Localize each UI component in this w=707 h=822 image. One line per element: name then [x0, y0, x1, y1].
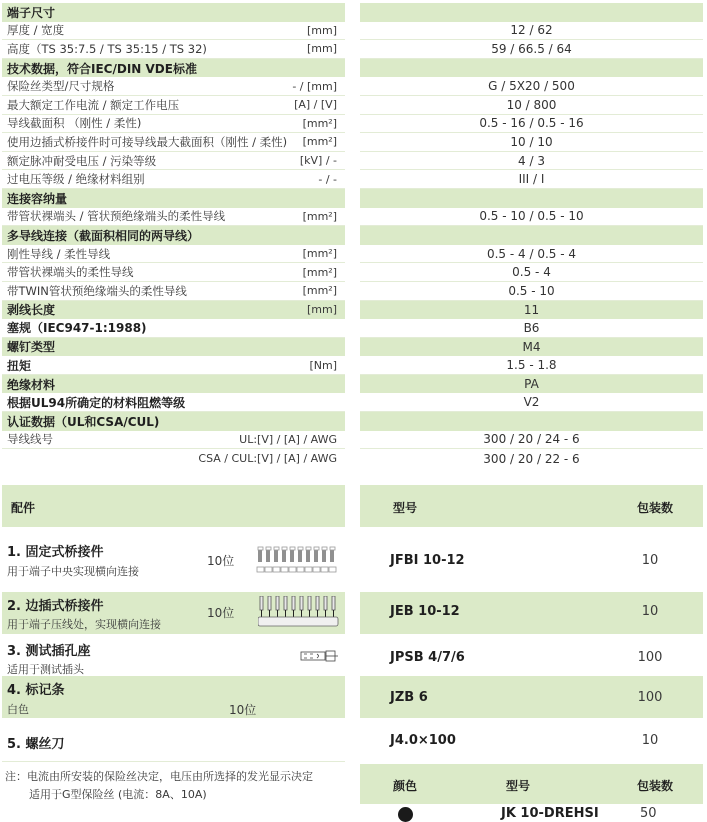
spec-value: [360, 3, 703, 22]
order-row: [360, 527, 703, 592]
accessory-row-fixed-bridge: [2, 527, 345, 592]
spec-unit: [mm²]: [302, 116, 337, 130]
spec-value: 0.5 - 4: [360, 263, 703, 282]
spec-row-label: [2, 282, 345, 301]
spec-label: 使用边插式桥接件时可接导线最大截面积（刚性 / 柔性): [7, 134, 288, 149]
accessory-subtitle: 适用于测试插头: [7, 663, 84, 676]
color-table-row: [360, 804, 703, 822]
spec-label: 螺钉类型: [7, 340, 56, 355]
spec-row-label: [2, 245, 345, 264]
test-socket-icon: [300, 650, 340, 662]
spec-row-label: [2, 208, 345, 227]
accessory-title: 3. 测试插孔座: [7, 644, 91, 659]
spec-unit: [mm²]: [302, 284, 337, 298]
spec-section-header: [2, 338, 345, 357]
accessories-header-label: 配件: [11, 501, 36, 515]
spec-label: 额定脉冲耐受电压 / 污染等级: [7, 153, 157, 168]
accessory-subtitle: 用于端子压线处，实现横向连接: [7, 618, 161, 631]
spec-value: 0.5 - 4 / 0.5 - 4: [360, 245, 703, 264]
spec-section-header: [2, 301, 345, 320]
spec-label: 带管状裸端头的柔性导线: [7, 265, 134, 280]
spec-row-label: [2, 170, 345, 189]
order-row: [360, 592, 703, 634]
spec-table-labels: [2, 3, 345, 468]
spec-row-label: [2, 152, 345, 171]
spec-label: 带TWIN管状预绝缘端头的柔性导线: [7, 283, 187, 298]
spec-unit: [mm²]: [302, 247, 337, 261]
spec-value: G / 5X20 / 500: [360, 77, 703, 96]
spec-value: PA: [360, 375, 703, 394]
order-row: [360, 718, 703, 764]
order-pack: 10: [641, 604, 659, 619]
order-row: [360, 634, 703, 676]
order-model: JZB 6: [390, 690, 428, 705]
order-model: JFBI 10-12: [390, 553, 465, 568]
spec-unit: [A] / [V]: [294, 98, 337, 112]
ordering-header-pack: 包装数: [637, 501, 674, 515]
spec-value: 0.5 - 10 / 0.5 - 10: [360, 208, 703, 227]
accessory-qty: 10位: [207, 606, 235, 620]
accessory-title: 1. 固定式桥接件: [7, 545, 104, 560]
spec-unit: [kV] / -: [299, 154, 337, 168]
color-table-header: [360, 764, 703, 804]
spec-label: 塞规（IEC947-1:1988): [7, 321, 147, 336]
spec-unit: UL:[V] / [A] / AWG: [239, 432, 337, 446]
spec-label: 技术数据，符合IEC/DIN VDE标准: [7, 61, 197, 76]
fixed-bridge-icon: [256, 546, 344, 574]
spec-label: 连接容纳量: [7, 191, 68, 206]
spec-row-label: [2, 40, 345, 59]
spec-value: V2: [360, 393, 703, 412]
spec-row-label: [2, 77, 345, 96]
spec-unit: [mm²]: [302, 265, 337, 279]
spec-unit: [mm²]: [302, 209, 337, 223]
spec-section-header: [2, 412, 345, 431]
spec-row-label: [2, 319, 345, 338]
spec-label: 多导线连接（截面积相同的两导线）: [7, 228, 200, 243]
spec-row-label: [2, 96, 345, 115]
spec-value: [360, 226, 703, 245]
spec-unit: [mm]: [306, 23, 337, 37]
spec-row-label: [2, 22, 345, 41]
color-row-pack: 50: [640, 806, 657, 821]
spec-label: 扭矩: [7, 358, 32, 373]
spec-unit: - / -: [318, 172, 337, 186]
spec-row-label: [2, 115, 345, 134]
accessory-title: 2. 边插式桥接件: [7, 599, 104, 614]
spec-value: 300 / 20 / 22 - 6: [483, 451, 580, 466]
footnote: [5, 768, 313, 804]
accessories-header: [2, 485, 345, 527]
spec-section-header: [2, 226, 345, 245]
spec-row-label: [2, 356, 345, 375]
spec-label: 厚度 / 宽度: [7, 23, 65, 38]
spec-row-label: [2, 393, 345, 412]
spec-label: 绝缘材料: [7, 377, 56, 392]
spec-label: 刚性导线 / 柔性导线: [7, 246, 111, 261]
order-row: [360, 676, 703, 718]
spec-section-header: [2, 375, 345, 394]
footnote-line-2: 适用于G型保险丝 (电流：8A、10A): [29, 788, 207, 801]
order-model: JEB 10-12: [390, 604, 460, 619]
order-pack: 10: [641, 553, 659, 568]
spec-value: [360, 59, 703, 78]
spec-label: 根据UL94所确定的材料阻燃等级: [7, 395, 186, 410]
spec-value: 10 / 800: [360, 96, 703, 115]
spec-value: M4: [360, 338, 703, 357]
spec-value: [360, 412, 703, 431]
accessory-qty: 10位: [207, 554, 235, 568]
order-pack: 100: [637, 690, 663, 705]
color-swatch-black: [398, 807, 413, 822]
spec-value: B6: [360, 319, 703, 338]
accessory-title: 5. 螺丝刀: [7, 737, 65, 752]
order-model: J4.0×100: [390, 733, 456, 748]
spec-label: 导线截面积 （刚性 / 柔性): [7, 116, 142, 131]
accessory-row-edge-bridge: [2, 592, 345, 634]
spec-value: 1.5 - 1.8: [360, 356, 703, 375]
note-divider: [2, 761, 345, 762]
spec-unit: - / [mm]: [292, 79, 337, 93]
ordering-header: [360, 485, 703, 527]
spec-row-label: [2, 449, 345, 468]
color-header-color: 颜色: [393, 779, 418, 793]
spec-unit: [mm]: [306, 303, 337, 317]
color-header-model: 型号: [506, 779, 531, 793]
accessory-qty: 10位: [229, 703, 257, 717]
accessory-row-marker-strip: [2, 676, 345, 718]
spec-value: 300 / 20 / 24 - 6: [360, 431, 703, 450]
ordering-header-model: 型号: [393, 501, 418, 515]
order-pack: 100: [637, 650, 663, 665]
spec-label: 保险丝类型/尺寸规格: [7, 79, 115, 94]
color-header-pack: 包装数: [637, 779, 674, 793]
edge-bridge-icon: [258, 596, 342, 630]
spec-section-header: [2, 59, 345, 78]
spec-value: 4 / 3: [360, 152, 703, 171]
accessory-title: 4. 标记条: [7, 683, 65, 698]
spec-label: 端子尺寸: [7, 5, 56, 20]
spec-label: 最大额定工作电流 / 额定工作电压: [7, 97, 180, 112]
spec-unit: CSA / CUL:[V] / [A] / AWG: [198, 452, 337, 466]
spec-label: 带管状裸端头 / 管状预绝缘端头的柔性导线: [7, 209, 226, 224]
spec-value: 0.5 - 16 / 0.5 - 16: [360, 115, 703, 134]
accessory-subtitle: 用于端子中央实现横向连接: [7, 565, 139, 578]
spec-row-label: [2, 263, 345, 282]
spec-value: 11: [360, 301, 703, 320]
color-row-model: JK 10-DREHSI: [501, 806, 599, 821]
spec-label: 认证数据（UL和CSA/CUL): [7, 414, 160, 429]
spec-value: 59 / 66.5 / 64: [360, 40, 703, 59]
spec-section-header: [2, 3, 345, 22]
spec-unit: [mm²]: [302, 135, 337, 149]
spec-row-label: [2, 431, 345, 450]
spec-label: 高度（TS 35:7.5 / TS 35:15 / TS 32): [7, 41, 207, 56]
spec-table-values: [360, 3, 703, 468]
spec-value: 12 / 62: [360, 22, 703, 41]
accessory-row-test-socket: [2, 634, 345, 676]
spec-value: 0.5 - 10: [360, 282, 703, 301]
spec-unit: [mm]: [306, 42, 337, 56]
accessory-row-screwdriver: [2, 718, 345, 761]
spec-value: [360, 189, 703, 208]
order-model: JPSB 4/7/6: [390, 650, 465, 665]
spec-value: 10 / 10: [360, 133, 703, 152]
spec-label: 导线线号: [7, 432, 53, 447]
footnote-line-1: 注：电流由所安装的保险丝决定，电压由所选择的发光显示决定: [5, 770, 313, 783]
spec-label: 剥线长度: [7, 303, 56, 318]
spec-label: 过电压等级 / 绝缘材料组别: [7, 172, 145, 187]
spec-row-label: [2, 133, 345, 152]
accessory-subtitle: 白色: [7, 703, 29, 716]
spec-section-header: [2, 189, 345, 208]
spec-unit: [Nm]: [309, 358, 337, 372]
order-pack: 10: [641, 733, 659, 748]
spec-value: III / I: [360, 170, 703, 189]
